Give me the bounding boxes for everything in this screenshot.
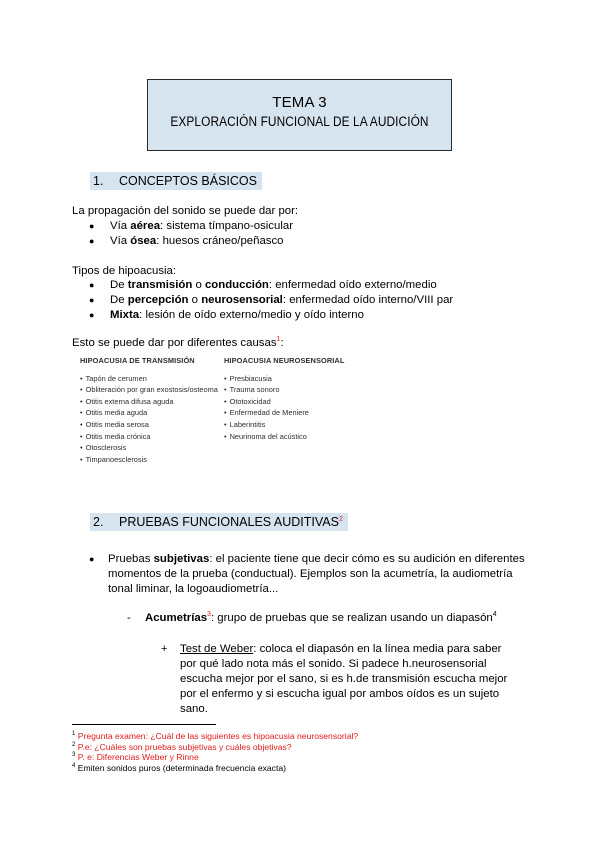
section1-title: CONCEPTOS BÁSICOS [119,174,257,188]
list-item: • Laberintitis [224,419,384,431]
footnote-2: $^2$ P.e: ¿Cuáles son pruebas subjetivas y cuáles objetivas? [72,741,292,752]
footnote-1: $^1$ Pregunta examen: ¿Cuál de las siguientes es hipoacusia neurosensorial? [72,731,359,741]
footnote-3: $^3$ P. e: Diferencias Weber y Rinne [72,752,199,762]
list-item: ● De percepción o neurosensorial: enfermedad oído interno/VIII par [89,294,454,306]
bullet-icon: ● [89,221,95,231]
footnote-4: $^4$ Emiten sonidos puros (determinada frecuencia exacta) [72,762,287,773]
section1-heading [90,172,262,190]
list-item: • Ototoxicidad [224,396,384,408]
list-item: • Trauma sonoro [224,384,384,396]
hypoacusis-intro: Tipos de hipoacusia: [72,265,177,277]
footnote-divider [72,724,216,725]
list-item: • Tapón de cerumen [80,373,220,385]
bullet-icon: ● [89,295,95,305]
weber-test-item: + Test de Weber: coloca el diapasón en la línea media para saber por qué lado nota más el sonido. Si padece h.neurosensorial escucha mejor por el sano, si es h.de transmisión escucha mejor por el enfermo y si escucha igual por ambos oídos es un sujeto sano. [161,643,508,715]
section1-number: 1. [93,174,104,188]
footnote-ref: 2 [338,515,343,523]
list-item: • Otitis media serosa [80,419,220,431]
section2-number: 2. [93,515,104,529]
title-line2: EXPLORACIÓN FUNCIONAL DE LA AUDICIÓN [170,114,429,129]
bullet-icon: ● [89,236,95,246]
section2-heading [90,513,348,531]
list-item: • Enfermedad de Meniere [224,407,384,419]
title-box [147,79,452,151]
bullet-icon: ● [89,280,95,290]
section2-title: PRUEBAS FUNCIONALES AUDITIVAS [119,515,339,529]
dash-marker: - [127,612,131,624]
bullet-icon: ● [89,310,95,320]
propagation-intro: La propagación del sonido se puede dar por: [72,205,299,217]
footnote-ref: 4 [492,611,497,619]
subjective-tests-item: ● Pruebas subjetivas: el paciente tiene que decir cómo es su audición en diferentes momentos de la prueba (conductual). Ejemplos son la acumetría, la audiometría tonal liminar, la logoaudiometría... [89,553,525,595]
list-item: • Obliteración por gran exostosis/osteoma [80,384,220,396]
list-item: ● Vía aérea: sistema tímpano-osicular [89,220,293,232]
neurosensorial-causes [224,355,384,442]
list-item: • Timpanoesclerosis [80,454,220,466]
plus-marker: + [161,643,168,655]
list-item: • Neurinoma del acústico [224,431,384,443]
footnote-ref: 3 [207,611,211,619]
list-item: • Otitis media crónica [80,431,220,443]
list-item: • Presbiacusia [224,373,384,385]
footnote-ref: 1 [276,336,281,344]
list-item: ● Mixta: lesión de oído externo/medio y oído interno [89,309,364,321]
list-item: ● Vía ósea: huesos cráneo/peñasco [89,235,284,247]
bullet-icon: ● [89,554,95,564]
list-item: • Otosclerosis [80,442,220,454]
list-item: ● De transmisión o conducción: enfermedad oído externo/medio [89,279,437,291]
list-item: • Otitis externa difusa aguda [80,396,220,408]
neurosensorial-heading: HIPOACUSIA NEUROSENSORIAL [224,356,345,365]
acumetria-item: - Acumetrías$^3$: grupo de pruebas que se realizan usando un diapasón$^4$ [127,611,497,624]
transmission-causes [80,355,220,465]
transmission-heading: HIPOACUSIA DE TRANSMISIÓN [80,356,195,365]
causes-intro: Esto se puede dar por diferentes causas$^1$: [72,336,284,349]
title-line1: TEMA 3 [272,94,327,111]
list-item: • Otitis media aguda [80,407,220,419]
